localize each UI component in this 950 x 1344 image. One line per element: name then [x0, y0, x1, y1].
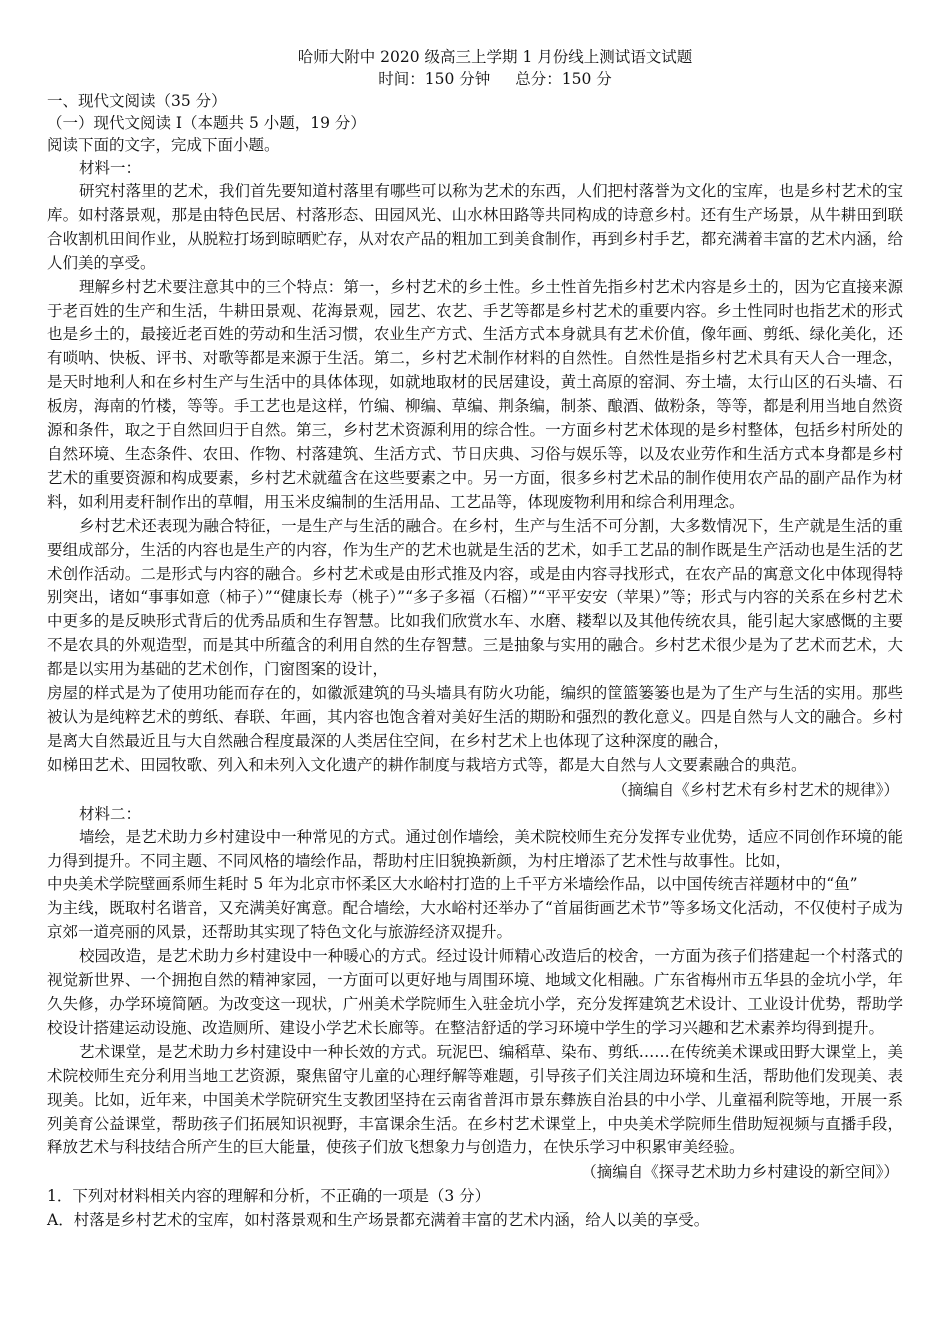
reading-instruction: 阅读下面的文字，完成下面小题。 [47, 136, 280, 154]
exam-time: 时间：150 分钟 [378, 70, 491, 88]
material-1-paragraph: 如梯田艺术、田园牧歌、列入和未列入文化遗产的耕作制度与栽培方式等，都是大自然与人文要素融合的典范。 [47, 755, 807, 774]
exam-meta [87, 68, 903, 90]
question-option-a: A．村落是乡村艺术的宝库，如村落景观和生产场景都充满着丰富的艺术内涵，给人以美的享受。 [47, 1211, 710, 1230]
exam-score: 总分：150 分 [515, 70, 612, 88]
material-2-source: （摘编自《探寻艺术助力乡村建设的新空间》） [581, 1163, 899, 1182]
material-2-paragraph: 为主线，既取村名谐音，又充满美好寓意。配合墙绘，大水峪村还举办了“首届街画艺术节”等多场文化活动，不仅使村子成为京郊一道亮丽的风景，还帮助其实现了特色文化与旅游经济双提升。 [47, 899, 903, 942]
material-2-label: 材料二： [79, 804, 142, 823]
exam-page [47, 46, 903, 1232]
material-2-paragraph: 艺术课堂，是艺术助力乡村建设中一种长效的方式。玩泥巴、编稻草、染布、剪纸……在传统美术课或田野大课堂上，美术院校师生充分利用当地工艺资源，聚焦留守儿童的心理纾解等难题，引导孩子们关注周边环境和生活，帮助他们发现美、表现美。比如，近年来，中国美术学院研究生支教团坚持在云南省普洱市景东彝族自治县的中小学、儿童福利院等地，开展一系列美育公益课堂，帮助孩子们拓展知识视野，丰富课余生活。在乡村艺术课堂上，中央美术学院师生借助短视频与直播手段，释放艺术与科技结合所产生的巨大能量，使孩子们放飞想象力与创造力，在快乐学习中积累审美经验。 [47, 1042, 903, 1157]
material-2-paragraph: 中央美术学院壁画系师生耗时 5 年为北京市怀柔区大水峪村打造的上千平方米墙绘作品，以中国传统吉祥题材中的“鱼” [47, 875, 858, 894]
material-1-label: 材料一： [79, 159, 142, 177]
exam-title: 哈师大附中 2020 级高三上学期 1 月份线上测试语文试题 [297, 48, 693, 66]
section-heading: 一、现代文阅读（35 分） [47, 92, 227, 110]
material-1-paragraph: 乡村艺术还表现为融合特征，一是生产与生活的融合。在乡村，生产与生活不可分割，大多数情况下，生产就是生活的重要组成部分，生活的内容也是生产的内容，作为生产的艺术也就是生活的艺术，如手工艺品的制作既是生产活动也是生活的艺术创作活动。二是形式与内容的融合。乡村艺术或是由形式推及内容，或是由内容寻找形式，在农产品的寓意文化中体现得特别突出，诸如“事事如意（柿子）”“健康长寿（桃子）”“多子多福（石榴）”“平平安安（苹果）”等；形式与内容的关系在乡村艺术中更多的是反映形式背后的优秀品质和生存智慧。比如我们欣赏水车、水磨、耧犁以及其他传统农具，能引起大家感慨的主要不是农具的外观造型，而是其中所蕴含的利用自然的生存智慧。三是抽象与实用的融合。乡村艺术很少是为了艺术而艺术，大都是以实用为基础的艺术创作，门窗图案的设计， [47, 516, 903, 679]
material-1-paragraph: 理解乡村艺术要注意其中的三个特点：第一，乡村艺术的乡土性。乡土性首先指乡村艺术内容是乡土的，因为它直接来源于老百姓的生产和生活，牛耕田景观、花海景观，园艺、农艺、手艺等都是乡村艺术的重要内容。乡土性同时也指艺术的形式也是乡土的，最接近老百姓的劳动和生活习惯，农业生产方式、生活方式本身就具有艺术价值，像年画、剪纸、绿化美化，还有唢呐、快板、评书、对歌等都是来源于生活。第二，乡村艺术制作材料的自然性。自然性是指乡村艺术具有天人合一理念，是天时地利人和在乡村生产与生活中的具体体现，如就地取材的民居建设，黄土高原的窑洞、夯土墙，太行山区的石头墙、石板房，海南的竹楼，等等。手工艺也是这样，竹编、柳编、草编、荆条编，制茶、酿酒、做粉条，等等，都是利用当地自然资源和条件，取之于自然回归于自然。第三，乡村艺术资源利用的综合性。一方面乡村艺术体现的是乡村整体，包括乡村所处的自然环境、生态条件、农田、作物、村落建筑、生活方式、节日庆典、习俗与娱乐等，以及农业劳作和生活方式本身都是乡村艺术的重要资源和构成要素，乡村艺术就蕴含在这些要素之中。另一方面，很多乡村艺术品的制作使用农产品的副产品作为材料，如利用麦秆制作出的草帽，用玉米皮编制的生活用品、工艺品等，体现废物利用和综合利用理念。 [47, 277, 903, 511]
material-1-source: （摘编自《乡村艺术有乡村艺术的规律》） [612, 780, 899, 799]
material-1-paragraph: 研究村落里的艺术，我们首先要知道村落里有哪些可以称为艺术的东西，人们把村落誉为文化的宝库，也是乡村艺术的宝库。如村落景观，那是由特色民居、村落形态、田园风光、山水林田路等共同构成的诗意乡村。还有生产场景，从牛耕田到联合收割机田间作业，从脱粒打场到晾晒贮存，从对农产品的粗加工到美食制作，再到乡村手艺，都充满着丰富的艺术内涵，给人们美的享受。 [47, 182, 903, 272]
question-stem: 1．下列对材料相关内容的理解和分析，不正确的一项是（3 分） [47, 1187, 491, 1206]
material-2-paragraph: 墙绘，是艺术助力乡村建设中一种常见的方式。通过创作墙绘，美术院校师生充分发挥专业优势，适应不同创作环境的能力得到提升。不同主题、不同风格的墙绘作品，帮助村庄旧貌换新颜，为村庄增添了艺术性与故事性。比如， [47, 827, 903, 870]
material-2-paragraph: 校园改造，是艺术助力乡村建设中一种暖心的方式。经过设计师精心改造后的校舍，一方面为孩子们搭建起一个村落式的视觉新世界、一个拥抱自然的精神家园，一方面可以更好地与周围环境、地域文化相融。广东省梅州市五华县的金坑小学，年久失修，办学环境简陋。为改变这一现状，广州美术学院师生入驻金坑小学，充分发挥建筑艺术设计、工业设计优势，帮助学校设计搭建运动设施、改造厕所、建设小学艺术长廊等。在整洁舒适的学习环境中学生的学习兴趣和艺术素养均得到提升。 [47, 947, 903, 1037]
material-1-paragraph: 房屋的样式是为了使用功能而存在的，如徽派建筑的马头墙具有防火功能，编织的筐篮篓篓也是为了生产与生活的实用。那些被认为是纯粹艺术的剪纸、春联、年画，其内容也饱含着对美好生活的期盼和强烈的教化意义。四是自然与人文的融合。乡村是离大自然最近且与大自然融合程度最深的人类居住空间，在乡村艺术上也体现了这种深度的融合， [47, 684, 903, 750]
section-sub-heading: （一）现代文阅读 I（本题共 5 小题，19 分） [47, 114, 366, 132]
